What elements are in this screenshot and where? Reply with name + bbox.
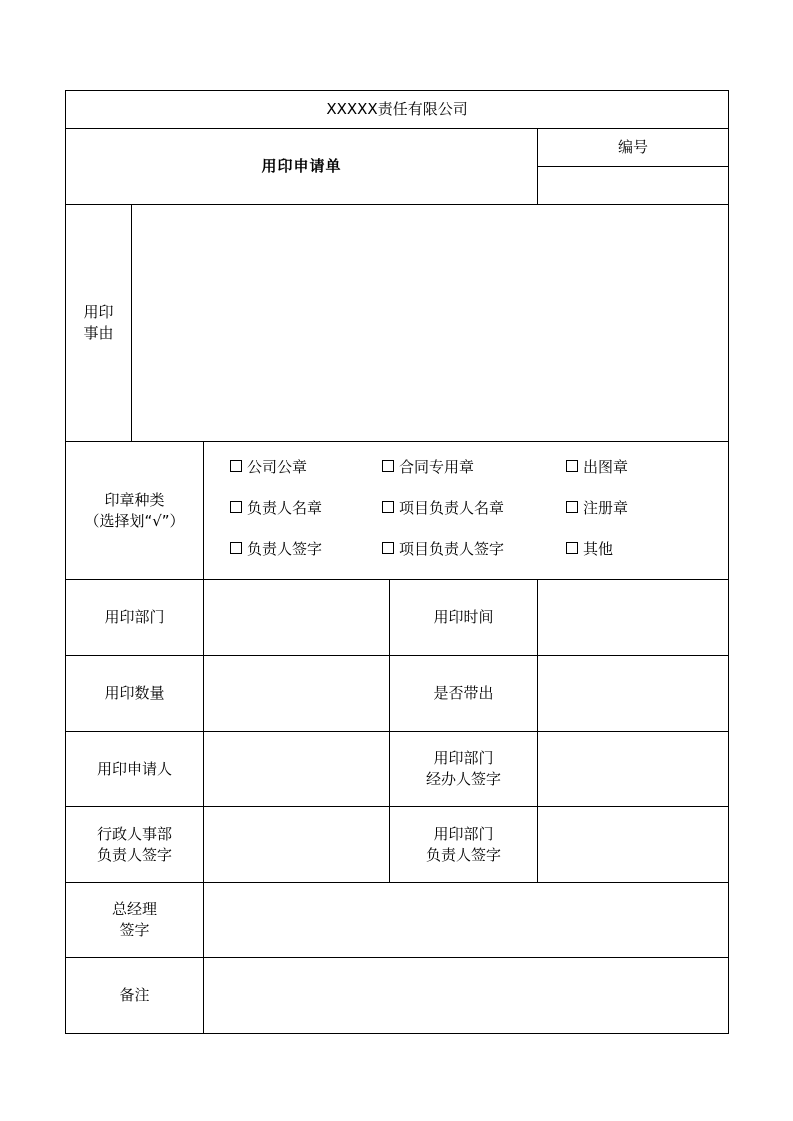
applicant-label: 用印申请人 bbox=[66, 732, 204, 807]
applicant-field[interactable] bbox=[204, 732, 390, 807]
remarks-label: 备注 bbox=[66, 958, 204, 1034]
seal-option-contract-seal[interactable]: 合同专用章 bbox=[382, 457, 474, 478]
take-out-field[interactable] bbox=[538, 656, 729, 732]
checkbox-icon[interactable] bbox=[566, 542, 578, 554]
hr-head-signature-label: 行政人事部 负责人签字 bbox=[66, 807, 204, 883]
general-manager-signature-label: 总经理 签字 bbox=[66, 883, 204, 958]
take-out-label: 是否带出 bbox=[390, 656, 538, 732]
department-head-signature-field[interactable] bbox=[538, 807, 729, 883]
checkbox-icon[interactable] bbox=[566, 460, 578, 472]
seal-option-row bbox=[204, 483, 728, 524]
checkbox-icon[interactable] bbox=[382, 501, 394, 513]
seal-option-row bbox=[204, 442, 728, 483]
department-handler-signature-label: 用印部门 经办人签字 bbox=[390, 732, 538, 807]
seal-option-project-principal-name-seal[interactable]: 项目负责人名章 bbox=[382, 498, 504, 519]
seal-time-label: 用印时间 bbox=[390, 580, 538, 656]
checkbox-icon[interactable] bbox=[230, 501, 242, 513]
general-manager-signature-field[interactable] bbox=[204, 883, 729, 958]
company-name: XXXXX责任有限公司 bbox=[66, 91, 729, 129]
form-title: 用印申请单 bbox=[66, 129, 538, 205]
seal-option-row bbox=[204, 524, 728, 565]
seal-department-label: 用印部门 bbox=[66, 580, 204, 656]
seal-option-project-principal-signature[interactable]: 项目负责人签字 bbox=[382, 539, 504, 560]
reason-label: 用印 事由 bbox=[66, 205, 132, 442]
seal-option-other[interactable]: 其他 bbox=[566, 539, 613, 560]
department-handler-signature-field[interactable] bbox=[538, 732, 729, 807]
seal-option-registration-seal[interactable]: 注册章 bbox=[566, 498, 628, 519]
seal-option-principal-name-seal[interactable]: 负责人名章 bbox=[230, 498, 322, 519]
serial-label: 编号 bbox=[538, 129, 729, 167]
department-head-signature-label: 用印部门 负责人签字 bbox=[390, 807, 538, 883]
checkbox-icon[interactable] bbox=[382, 460, 394, 472]
remarks-field[interactable] bbox=[204, 958, 729, 1034]
seal-application-form bbox=[65, 90, 729, 1034]
seal-option-company-seal[interactable]: 公司公章 bbox=[230, 457, 307, 478]
hr-head-signature-field[interactable] bbox=[204, 807, 390, 883]
checkbox-icon[interactable] bbox=[230, 460, 242, 472]
seal-time-field[interactable] bbox=[538, 580, 729, 656]
checkbox-icon[interactable] bbox=[566, 501, 578, 513]
seal-department-field[interactable] bbox=[204, 580, 390, 656]
seal-option-principal-signature[interactable]: 负责人签字 bbox=[230, 539, 322, 560]
seal-quantity-label: 用印数量 bbox=[66, 656, 204, 732]
checkbox-icon[interactable] bbox=[382, 542, 394, 554]
seal-quantity-field[interactable] bbox=[204, 656, 390, 732]
seal-type-options bbox=[204, 442, 729, 580]
seal-option-drawing-seal[interactable]: 出图章 bbox=[566, 457, 628, 478]
reason-field[interactable] bbox=[132, 205, 729, 442]
seal-type-label: 印章种类 （选择划“√”） bbox=[66, 442, 204, 580]
checkbox-icon[interactable] bbox=[230, 542, 242, 554]
serial-value-field[interactable] bbox=[538, 167, 729, 205]
